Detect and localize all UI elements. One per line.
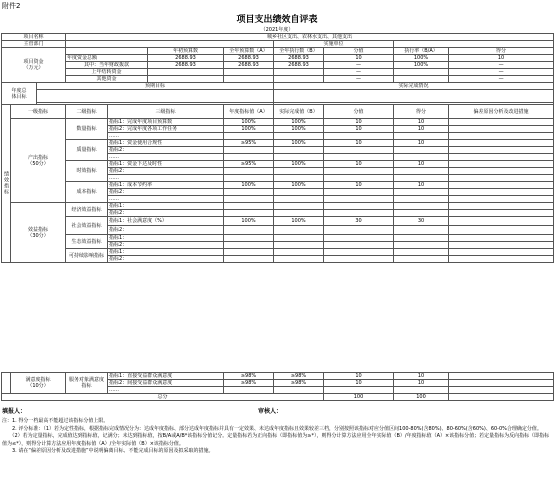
perf-col-points: 分值 — [324, 105, 394, 119]
funds-cell: — — [324, 69, 394, 76]
funds-cell: 100% — [394, 62, 449, 69]
funds-cell — [274, 69, 324, 76]
indicator-name: …… — [108, 196, 224, 203]
funds-cell — [394, 76, 449, 83]
funds-cell: 2688.93 — [148, 55, 224, 62]
funds-label: 项目资金 （万元） — [2, 48, 66, 83]
funds-cell — [148, 76, 224, 83]
funds-cell: 2688.93 — [224, 62, 274, 69]
l2-quality: 质量指标 — [66, 140, 108, 161]
l2-ecological: 生态效益指标 — [66, 235, 108, 249]
indicator-actual: ≥98% — [274, 380, 324, 387]
notes — [2, 418, 550, 456]
funds-cell: — — [324, 62, 394, 69]
indicator-name: 指标2： — [108, 256, 224, 263]
indicator-name: 指标1：直接受益群众满意度 — [108, 373, 224, 380]
perf-col-l3: 三级指标 — [108, 105, 224, 119]
indicator-name: 指标1：完成年度项目预算数 — [108, 119, 224, 126]
indicator-target: 100% — [224, 119, 274, 126]
funds-row-label: 其他资金 — [66, 76, 148, 83]
indicator-name: …… — [108, 175, 224, 182]
indicator-target: 100% — [224, 217, 274, 226]
table-row — [2, 182, 554, 189]
table-row — [2, 161, 554, 168]
funds-row — [2, 76, 554, 83]
table-row — [2, 217, 554, 226]
indicator-name: 指标2： — [108, 226, 224, 235]
indicator-actual: ≥98% — [274, 373, 324, 380]
l2-quantity: 数量指标 — [66, 119, 108, 140]
funds-row — [2, 55, 554, 62]
planned-target-text — [37, 90, 274, 103]
indicator-name: 指标1： — [108, 249, 224, 256]
indicator-actual: 100% — [274, 182, 324, 189]
indicator-name: 指标1：成本节约率 — [108, 182, 224, 189]
indicator-name: …… — [108, 387, 224, 394]
indicator-deviation — [449, 119, 554, 126]
funds-row-label: 年度资金总额 — [66, 55, 148, 62]
dept-label: 主管部门 — [2, 41, 66, 48]
indicator-name: 指标1： — [108, 235, 224, 242]
indicator-actual: 100% — [274, 126, 324, 133]
l2-economic: 经济效益指标 — [66, 203, 108, 217]
funds-col-executed: 全年执行数（B） — [274, 48, 324, 55]
funds-row — [2, 62, 554, 69]
indicator-name: 指标2： — [108, 189, 224, 196]
indicator-points: 10 — [324, 380, 394, 387]
indicator-deviation — [449, 217, 554, 226]
indicator-points: 10 — [324, 140, 394, 147]
indicator-score: 10 — [394, 140, 449, 147]
indicator-deviation — [449, 161, 554, 168]
satisfaction-table — [1, 372, 554, 401]
report-year: （2021年度） — [260, 27, 294, 33]
table-row — [2, 203, 554, 210]
page-title: 项目支出绩效自评表 — [236, 15, 318, 25]
indicator-score: 10 — [394, 182, 449, 189]
indicator-target: ≥95% — [224, 140, 274, 147]
indicator-deviation — [449, 126, 554, 133]
total-label: 总分 — [2, 394, 324, 401]
perf-col-deviation: 偏差原因分析及改进措施 — [449, 105, 554, 119]
indicator-name: …… — [108, 154, 224, 161]
indicator-target: ≥98% — [224, 373, 274, 380]
indicator-score: 10 — [394, 373, 449, 380]
indicator-actual: 100% — [274, 119, 324, 126]
table-row — [2, 249, 554, 256]
indicator-points: 10 — [324, 119, 394, 126]
funds-row-label: 上年结转资金 — [66, 69, 148, 76]
funds-cell: — — [449, 62, 554, 69]
funds-cell: 10 — [449, 55, 554, 62]
funds-cell — [394, 69, 449, 76]
actual-result-text — [274, 90, 554, 103]
funds-cell: — — [449, 69, 554, 76]
funds-row-label: 其中：当年财政拨款 — [66, 62, 148, 69]
l2-sustainable: 可持续影响指标 — [66, 249, 108, 263]
funds-col-rate: 执行率（B/A） — [394, 48, 449, 55]
funds-col-initial: 年初预算数 — [148, 48, 224, 55]
indicator-name: 指标1：资金使用合规性 — [108, 140, 224, 147]
indicator-score: 10 — [394, 119, 449, 126]
table-row — [2, 235, 554, 242]
indicator-target: ≥98% — [224, 380, 274, 387]
indicator-name: 指标1：社会满意度（%） — [108, 217, 224, 226]
funds-cell — [274, 76, 324, 83]
perf-col-target: 年度指标值（A） — [224, 105, 274, 119]
note-2: 2. 评分标准：（1）若为定性指标，根据指标完成情况分为：达成年度指标、部分达成年度指标并具有一定效果、未达成年度指标且效果较差三档，分别按照该指标对应分值区间100-80%(含80%)、80-60%(含60%)、60-0%合理确定分值。 — [2, 425, 542, 432]
funds-cell: 2688.93 — [274, 62, 324, 69]
actual-result-header: 实际完成情况 — [274, 83, 554, 90]
table-row — [2, 373, 554, 380]
indicator-score: 10 — [394, 380, 449, 387]
indicator-target: 100% — [224, 126, 274, 133]
filler-label: 填报人： — [2, 408, 27, 415]
indicator-score: 30 — [394, 217, 449, 226]
indicator-score: 10 — [394, 126, 449, 133]
funds-cell — [224, 76, 274, 83]
project-name-label: 项目名称 — [2, 34, 66, 41]
annex-label: 附件2 — [2, 2, 21, 10]
self-evaluation-table — [1, 33, 554, 263]
l2-social: 社会效益指标 — [66, 217, 108, 235]
annual-target-label: 年度总 体目标 — [2, 83, 37, 105]
indicator-actual: 100% — [274, 161, 324, 168]
indicator-name: 指标2：间接受益群众满意度 — [108, 380, 224, 387]
indicator-points: 10 — [324, 373, 394, 380]
planned-target-header: 预期目标 — [37, 83, 274, 90]
note-4: 3. 请在“偏差原因分析及改进措施”中说明偏离目标、不能完成目标的原因及拟采取的措施。 — [2, 448, 214, 454]
indicator-actual: 100% — [274, 140, 324, 147]
project-name-value: 城乡社区支出、农林水支出、其他支出 — [66, 34, 554, 41]
indicator-actual: 100% — [274, 217, 324, 226]
dept-value — [66, 41, 274, 48]
l1-effect: 效益指标 （30分） — [11, 203, 66, 263]
funds-cell: — — [449, 76, 554, 83]
impl-unit-value — [394, 41, 554, 48]
indicator-name: 指标1：资金下达及时性 — [108, 161, 224, 168]
indicator-deviation — [449, 140, 554, 147]
total-points: 100 — [324, 394, 394, 401]
funds-row — [2, 69, 554, 76]
table-row — [2, 119, 554, 126]
indicator-deviation — [449, 182, 554, 189]
indicator-target: ≥95% — [224, 161, 274, 168]
funds-cell — [224, 69, 274, 76]
funds-cell: 2688.93 — [224, 55, 274, 62]
indicator-points: 10 — [324, 182, 394, 189]
total-score: 100 — [394, 394, 449, 401]
l1-satisfaction: 满意度指标 （10分） — [11, 373, 66, 394]
funds-cell: 100% — [394, 55, 449, 62]
l1-output: 产出指标 （50分） — [11, 119, 66, 203]
reviewer-label: 审核人： — [258, 408, 283, 415]
indicator-name: 指标2： — [108, 210, 224, 217]
indicator-name: …… — [108, 133, 224, 140]
funds-col-score: 得分 — [449, 48, 554, 55]
perf-indicator-side-label: 绩效指标 — [2, 105, 11, 263]
funds-cell: 10 — [324, 55, 394, 62]
perf-col-l2: 二级指标 — [66, 105, 108, 119]
perf-col-actual: 实际完成值（B） — [274, 105, 324, 119]
indicator-score: 10 — [394, 161, 449, 168]
funds-cell: 2688.93 — [274, 55, 324, 62]
funds-col-budget: 全年预算数（A） — [224, 48, 274, 55]
indicator-name: 指标2： — [108, 147, 224, 154]
total-row — [2, 394, 554, 401]
indicator-deviation — [449, 380, 554, 387]
indicator-name: 指标1： — [108, 203, 224, 210]
note-1: 注：1. 得分一档最高不能超过该指标分值上限。 — [2, 418, 109, 424]
indicator-name: 指标2：完成年度各项工作任务 — [108, 126, 224, 133]
note-3: （2）若为定量指标，完成值达到指标值，记满分；未达到指标值，按B/A或A/B*该指标分值记分。定量指标若为正向指标（即指标值为≥*），则得分计算方法应用全年实际值（B）/年度指标值（A）×该指标分值；若定量指标为反向指标（即指标值为≤*），则得分计算方法应用年度指标值（A）/全年实际值（B）×该指标分值。 — [2, 433, 550, 447]
impl-unit-label: 实施单位 — [274, 41, 394, 48]
indicator-deviation — [449, 373, 554, 380]
indicator-points: 10 — [324, 126, 394, 133]
indicator-points: 10 — [324, 161, 394, 168]
funds-col-blank — [66, 48, 148, 55]
perf-col-l1: 一级指标 — [11, 105, 66, 119]
l2-timeliness: 时效指标 — [66, 161, 108, 182]
indicator-name: 指标2： — [108, 242, 224, 249]
indicator-name: 指标2： — [108, 168, 224, 175]
indicator-target: 100% — [224, 182, 274, 189]
funds-cell — [148, 69, 224, 76]
l2-cost: 成本指标 — [66, 182, 108, 203]
funds-col-points: 分值 — [324, 48, 394, 55]
funds-cell: — — [324, 76, 394, 83]
indicator-points: 30 — [324, 217, 394, 226]
perf-col-score: 得分 — [394, 105, 449, 119]
side-blank — [2, 373, 11, 394]
table-row — [2, 140, 554, 147]
funds-cell: 2688.93 — [148, 62, 224, 69]
l2-service-satisfaction: 服务对象满意度指标 — [66, 373, 108, 394]
